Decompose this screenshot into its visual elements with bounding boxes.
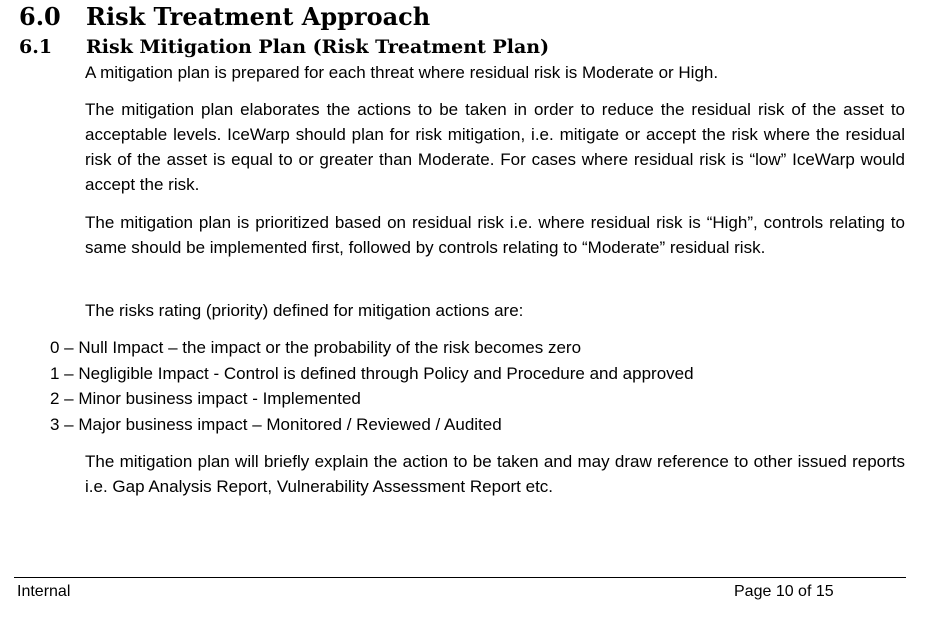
- list-item: 0 – Null Impact – the impact or the probability of the risk becomes zero: [50, 338, 582, 357]
- footer-divider: [14, 577, 906, 578]
- section-title: Risk Treatment Approach: [86, 2, 431, 31]
- subsection-heading: [19, 35, 549, 59]
- paragraph-closing: The mitigation plan will briefly explain the action to be taken and may draw reference to other issued reports i.e. Gap Analysis Report, Vulnerability Assessment Report etc.: [85, 452, 905, 496]
- footer-classification: Internal: [17, 583, 71, 600]
- section-number: 6.0: [19, 2, 61, 31]
- subsection-number: 6.1: [19, 36, 53, 58]
- risk-rating-list: [50, 335, 694, 437]
- section-heading: [19, 2, 430, 32]
- list-item: 2 – Minor business impact - Implemented: [50, 389, 361, 408]
- footer-page-number: Page 10 of 15: [734, 583, 834, 600]
- list-item: 3 – Major business impact – Monitored / Reviewed / Audited: [50, 414, 502, 434]
- paragraph-elaboration: The mitigation plan elaborates the actions to be taken in order to reduce the residual risk of the asset to acceptable levels. IceWarp should plan for risk mitigation, i.e. mitigate or accept the risk where the residual risk of the asset is equal to or greater than Moderate. For cases where residual risk is “low” IceWarp would accept the risk.: [85, 100, 905, 194]
- subsection-title: Risk Mitigation Plan (Risk Treatment Plan): [86, 36, 550, 58]
- paragraph-prioritization: The mitigation plan is prioritized based on residual risk i.e. where residual risk is “High”, controls relating to same should be implemented first, followed by controls relating to “Moderate” residual risk.: [85, 213, 905, 257]
- paragraph-intro: A mitigation plan is prepared for each threat where residual risk is Moderate or High.: [85, 63, 719, 82]
- list-item: 1 – Negligible Impact - Control is defined through Policy and Procedure and approved: [50, 363, 694, 383]
- paragraph-ratings-intro: The risks rating (priority) defined for mitigation actions are:: [85, 301, 524, 320]
